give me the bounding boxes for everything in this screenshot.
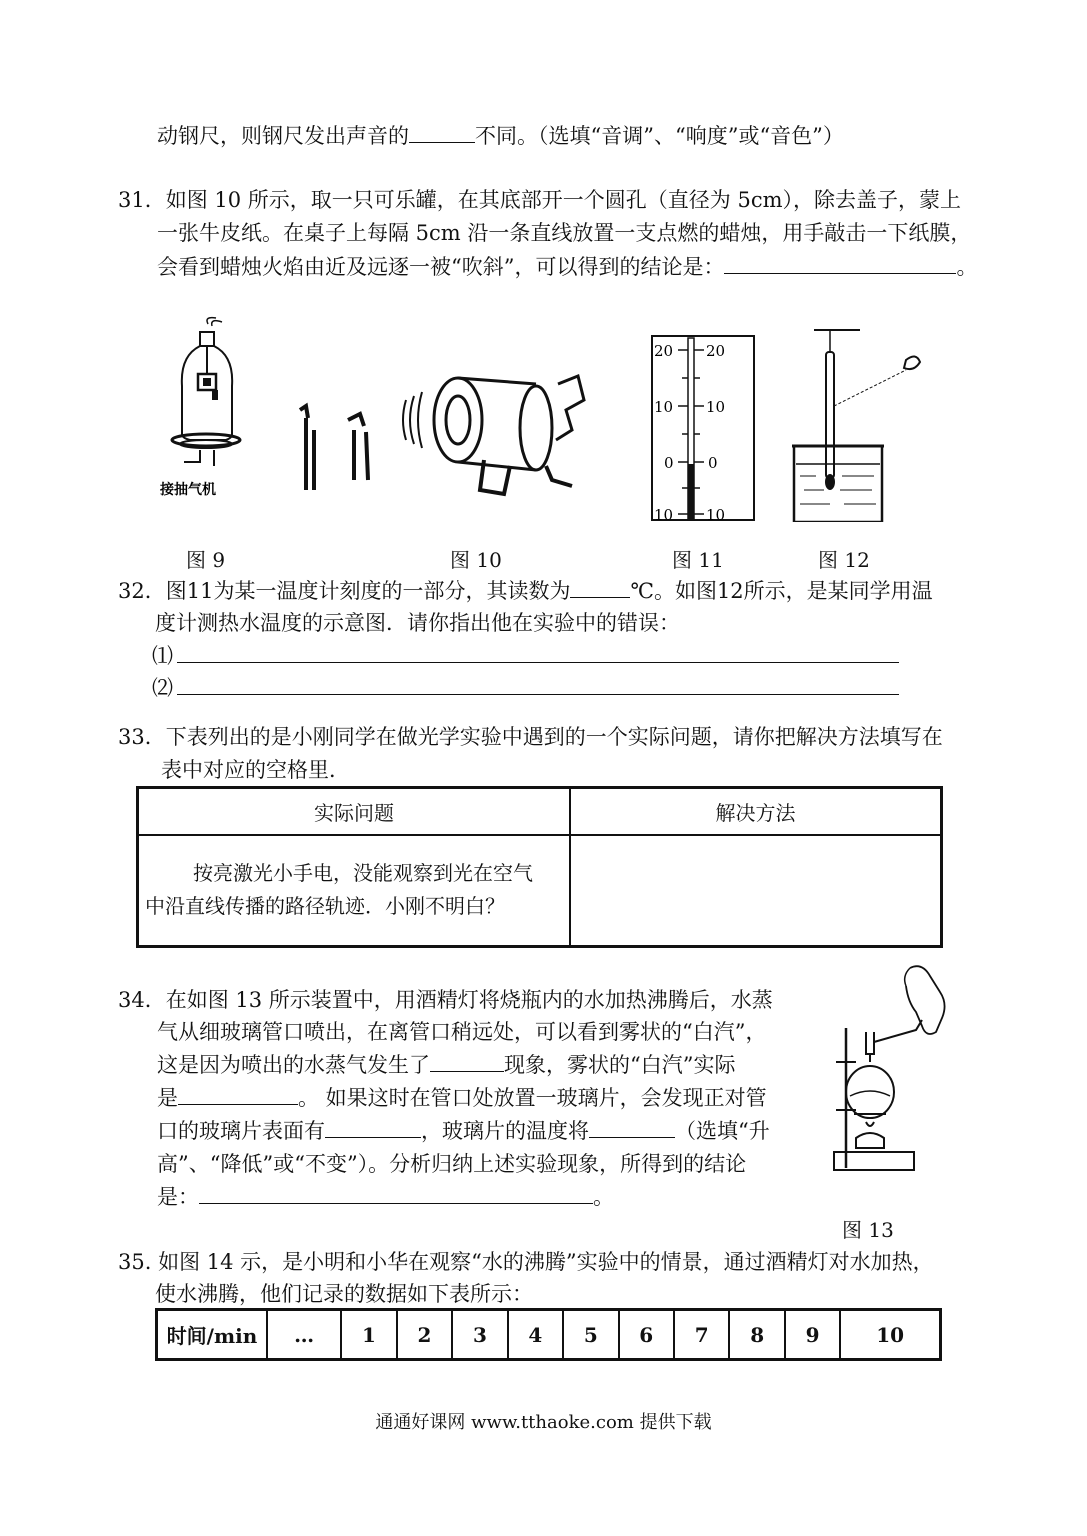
q34-text-7a: 是：: [157, 1185, 199, 1209]
caption-fig12: 图 12: [818, 548, 870, 572]
figure-12-thermometer-beaker: [790, 322, 930, 522]
q31-line2: 一张牛皮纸。在桌子上每隔 5cm 沿一条直线放置一支点燃的蜡烛，用手敲击一下纸膜，: [157, 221, 972, 245]
q30-text-a: 动钢尺，则钢尺发出声音的: [157, 124, 409, 148]
q33-problem-cell: [138, 835, 571, 947]
q34-temperature-blank[interactable]: [589, 1117, 675, 1138]
q34-text-4b: 。 如果这时在管口处放置一玻璃片，会发现正对管: [298, 1086, 767, 1110]
q31-end: 。: [956, 255, 978, 279]
q31-line3: [157, 253, 977, 281]
q35-table-header-7: 7: [674, 1310, 729, 1360]
q34-whitegas-blank[interactable]: [178, 1084, 298, 1105]
q33-line2: 表中对应的空格里．: [161, 758, 350, 782]
q34-text-7b: 。: [593, 1185, 614, 1209]
q34-text-5b: ，玻璃片的温度将: [421, 1119, 589, 1143]
fig11-tick-10-left: 10: [654, 398, 674, 416]
caption-fig13: 图 13: [842, 1218, 894, 1242]
caption-fig10: 图 10: [450, 548, 502, 572]
q34-line4: [157, 1084, 767, 1112]
figure-10-can-candles: [296, 370, 596, 510]
q34-text-5c: （选填“升: [675, 1119, 770, 1143]
figure-9-label: 接抽气机: [160, 481, 216, 497]
q32-item1-label: ⑴: [152, 644, 173, 668]
fig11-tick-0-right: 0: [708, 454, 718, 472]
q32-line1: [118, 577, 933, 605]
q34-line1: 34．在如图 13 所示装置中，用酒精灯将烧瓶内的水加热沸腾后，水蒸: [118, 988, 773, 1012]
q34-text-3b: 现象，雾状的“白汽”实际: [504, 1053, 736, 1077]
q35-table-header-ellipsis: …: [267, 1310, 341, 1360]
q31-text: 会看到蜡烛火焰由近及远逐一被“吹斜”，可以得到的结论是：: [157, 255, 725, 279]
q35-table-header-8: 8: [729, 1310, 784, 1360]
q35-data-table: [155, 1308, 942, 1361]
q33-problem-line2: 中沿直线传播的路径轨迹．小刚不明白？: [145, 894, 505, 919]
q34-line2: 气从细玻璃管口喷出，在离管口稍远处，可以看到雾状的“白汽”，: [157, 1020, 767, 1044]
q32-line2: 度计测热水温度的示意图．请你指出他在实验中的错误：: [155, 611, 680, 635]
q35-table-header-9: 9: [785, 1310, 840, 1360]
q35-table-header-time: 时间/min: [157, 1310, 268, 1360]
q34-line3: [157, 1051, 735, 1079]
q35-table-header-6: 6: [619, 1310, 674, 1360]
q34-text-5a: 口的玻璃片表面有: [157, 1119, 325, 1143]
q34-line7: [157, 1183, 614, 1211]
q32-item1-blank[interactable]: [177, 642, 899, 663]
q33-table: [136, 786, 943, 948]
fig11-tick-10-right: 10: [706, 398, 726, 416]
q33-header-problem: 实际问题: [138, 788, 571, 835]
q32-text-a: 32．图11为某一温度计刻度的一部分，其读数为: [118, 579, 571, 603]
q35-table-header-5: 5: [563, 1310, 618, 1360]
q30-text-b: 不同。（选填“音调”、“响度”或“音色”）: [475, 124, 844, 148]
page-footer: 通通好课网 www.tthaoke.com 提供下载: [375, 1412, 712, 1433]
q32-item2: [152, 674, 899, 702]
q35-line2: 使水沸腾，他们记录的数据如下表所示：: [155, 1282, 533, 1306]
q34-line5: [157, 1117, 770, 1145]
q31-line1: 31．如图 10 所示，取一只可乐罐，在其底部开一个圆孔（直径为 5cm），除去盖子，蒙上: [118, 188, 962, 212]
q32-item2-blank[interactable]: [177, 674, 899, 695]
fig11-tick-20-left: 20: [654, 342, 674, 360]
caption-fig9: 图 9: [186, 548, 226, 572]
q33-problem-line1: 按亮激光小手电，没能观察到光在空气: [193, 861, 533, 886]
q35-table-header-1: 1: [341, 1310, 396, 1360]
q31-blank[interactable]: [724, 253, 956, 274]
q35-line1: 35. 如图 14 示，是小明和小华在观察“水的沸腾”实验中的情景，通过酒精灯对水加热，: [118, 1250, 934, 1274]
fig11-tick-20-right: 20: [706, 342, 726, 360]
figure-13-flask-apparatus: [826, 962, 956, 1176]
q32-item1: [152, 642, 899, 670]
q32-item2-label: ⑵: [152, 676, 173, 700]
q33-solution-cell[interactable]: [570, 835, 942, 947]
q34-glass-surface-blank[interactable]: [325, 1117, 421, 1138]
q35-table-header-2: 2: [397, 1310, 452, 1360]
fig11-tick-0-left: 0: [664, 454, 674, 472]
q34-text-3a: 这是因为喷出的水蒸气发生了: [157, 1053, 430, 1077]
q34-phenomenon-blank[interactable]: [430, 1051, 504, 1072]
q35-table-header-10: 10: [840, 1310, 940, 1360]
caption-fig11: 图 11: [672, 548, 724, 572]
fig11-tick-m10-left: 10: [654, 506, 674, 522]
q34-conclusion-blank[interactable]: [199, 1183, 593, 1204]
q34-line6: 高”、“降低”或“不变”）。分析归纳上述实验现象，所得到的结论: [157, 1152, 747, 1176]
q35-table-header-4: 4: [508, 1310, 563, 1360]
q30-blank[interactable]: [409, 122, 475, 143]
q32-text-b: ℃。如图12所示，是某同学用温: [630, 579, 933, 603]
q35-table-header-3: 3: [452, 1310, 507, 1360]
figure-11-thermometer-scale: [650, 334, 760, 522]
q33-header-solution: 解决方法: [570, 788, 942, 835]
fig11-tick-m10-right: 10: [706, 506, 726, 522]
q33-line1: 33．下表列出的是小刚同学在做光学实验中遇到的一个实际问题，请你把解决方法填写在: [118, 725, 943, 749]
q34-text-4a: 是: [157, 1086, 178, 1110]
figure-9-bell-jar: [160, 316, 252, 501]
q32-reading-blank[interactable]: [570, 577, 630, 598]
q30-tail-line: [157, 122, 844, 150]
